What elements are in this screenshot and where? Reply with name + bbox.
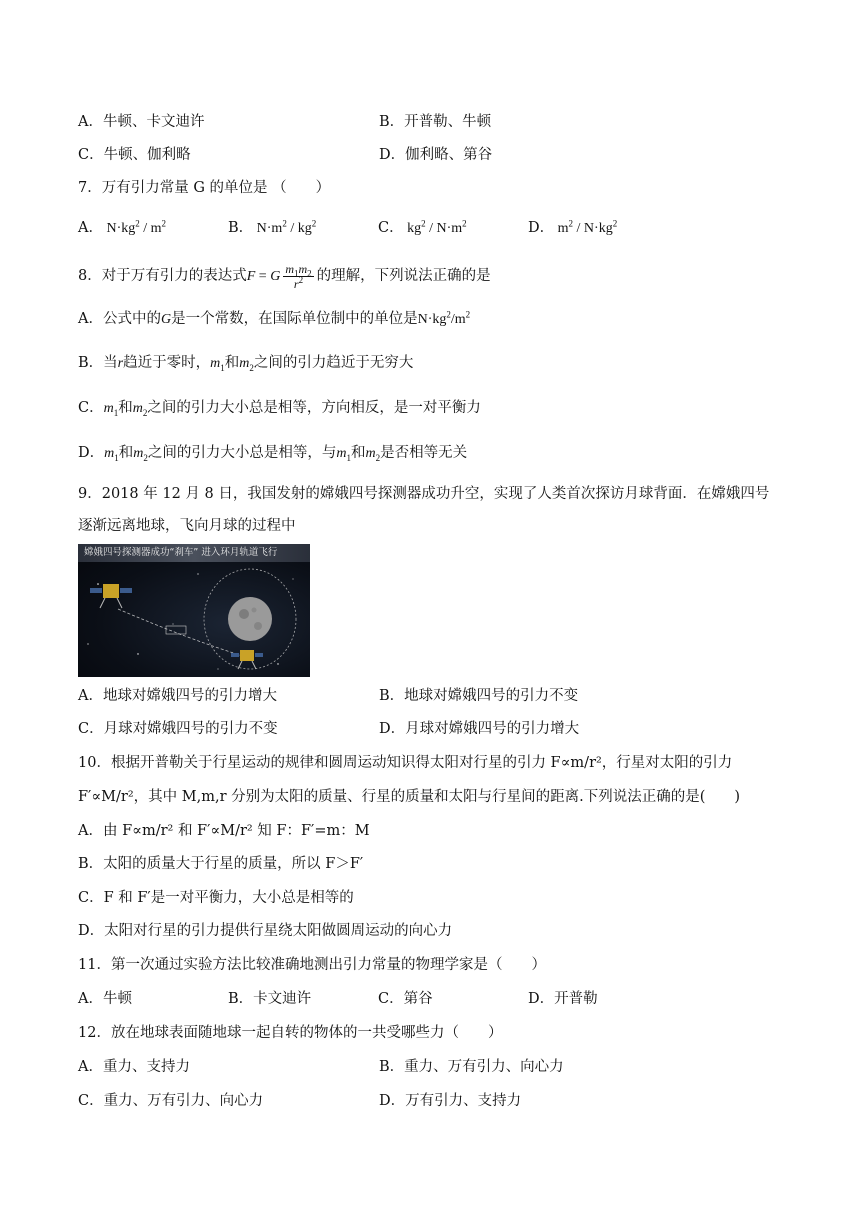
figure-banner: 嫦娥四号探测器成功“刹车” 进入环月轨道飞行 (78, 544, 310, 562)
q10-option-d: D．太阳对行星的引力提供行星绕太阳做圆周运动的向心力 (78, 923, 453, 939)
q11-stem: 11．第一次通过实验方法比较准确地测出引力常量的物理学家是（ ） (78, 957, 546, 973)
q6-options-row1 (78, 112, 492, 132)
q10-option-a: A．由 F∝m/r² 和 F′∝M/r² 知 F：F′=m：M (78, 823, 370, 839)
q6-option-a: A．牛顿、卡文迪许 (78, 114, 205, 130)
q12-stem: 12．放在地球表面随地球一起自转的物体的一共受哪些力（ ） (78, 1025, 503, 1041)
q10-stem-line1: 10．根据开普勒关于行星运动的规律和圆周运动知识得太阳对行星的引力 F∝m/r²，行星对太阳的引力 (78, 755, 733, 771)
q10-option-b: B．太阳的质量大于行星的质量，所以 F＞F′ (78, 856, 364, 872)
chang-e-4-figure (78, 544, 310, 677)
q9-option-a: A．地球对嫦娥四号的引力增大 (78, 688, 277, 704)
gravitation-formula: F = G $\frac{m_1m_2}{r^2}$ (246, 262, 312, 292)
probe-left-icon (90, 584, 132, 608)
q6-option-c: C．牛顿、伽利略 (78, 147, 191, 163)
chang-e-orbit-illustration (78, 544, 310, 677)
q11-option-b: B．卡文迪许 (228, 991, 312, 1007)
q12-options-row2 (78, 1091, 522, 1111)
q9-option-b: B．地球对嫦娥四号的引力不变 (379, 688, 579, 704)
q6-option-b: B．开普勒、牛顿 (379, 114, 492, 130)
q6-option-d: D．伽利略、第谷 (379, 147, 493, 163)
q10-option-c: C．F 和 F′是一对平衡力，大小总是相等的 (78, 890, 354, 906)
q11-option-c: C．第谷 (378, 991, 433, 1007)
q12-option-d: D．万有引力、支持力 (379, 1093, 522, 1109)
q10-stem-line2: F′∝M/r²，其中 M,m,r 分别为太阳的质量、行星的质量和太阳与行星间的距离.下列说法正确的是( ) (78, 789, 741, 805)
q8-option-c: C．$m_1$和$m_2$之间的引力大小总是相等，方向相反，是一对平衡力 (78, 400, 481, 418)
q7-option-d: D． $m^2 / N\cdot kg^2$ (528, 218, 618, 236)
q9-stem-line2: 逐渐远离地球，飞向月球的过程中 (78, 518, 296, 534)
q8-stem: 8．对于万有引力的表达式F = G $\frac{m_1m_2}{r^2}$ 的理解，下列说法正确的是 (78, 262, 491, 292)
q6-options-row2 (78, 145, 493, 165)
q8-option-d: D．$m_1$和$m_2$之间的引力大小总是相等，与$m_1$和$m_2$是否相等无关 (78, 445, 468, 463)
q11-option-d: D．开普勒 (528, 991, 598, 1007)
q12-option-c: C．重力、万有引力、向心力 (78, 1093, 264, 1109)
q12-options-row1 (78, 1057, 564, 1077)
q7-option-c: C． $kg^2 / N\cdot m^2$ (378, 218, 467, 236)
q9-option-c: C．月球对嫦娥四号的引力不变 (78, 721, 278, 737)
q11-option-a: A．牛顿 (78, 991, 132, 1007)
q7-option-a: A． $N\cdot kg^2 / m^2$ (78, 218, 167, 236)
q12-option-b: B．重力、万有引力、向心力 (379, 1059, 564, 1075)
q7-stem: 7．万有引力常量 G 的单位是 （ ） (78, 180, 331, 196)
q12-option-a: A．重力、支持力 (78, 1059, 190, 1075)
q9-option-d: D．月球对嫦娥四号的引力增大 (379, 721, 580, 737)
q7-option-b: B． $N\cdot m^2 / kg^2$ (228, 218, 317, 236)
q9-options-row1 (78, 686, 579, 706)
q9-stem-line1: 9．2018 年 12 月 8 日，我国发射的嫦娥四号探测器成功升空，实现了人类首次探访月球背面．在嫦娥四号 (78, 486, 770, 502)
q8-option-a: A．公式中的G是一个常数，在国际单位制中的单位是$N\cdot kg^2/m^2$ (78, 309, 471, 327)
q8-option-b: B．当r趋近于零时，$m_1$和$m_2$之间的引力趋近于无穷大 (78, 355, 414, 373)
q11-options (78, 989, 598, 1009)
q9-options-row2 (78, 719, 580, 739)
q7-options (78, 218, 618, 239)
